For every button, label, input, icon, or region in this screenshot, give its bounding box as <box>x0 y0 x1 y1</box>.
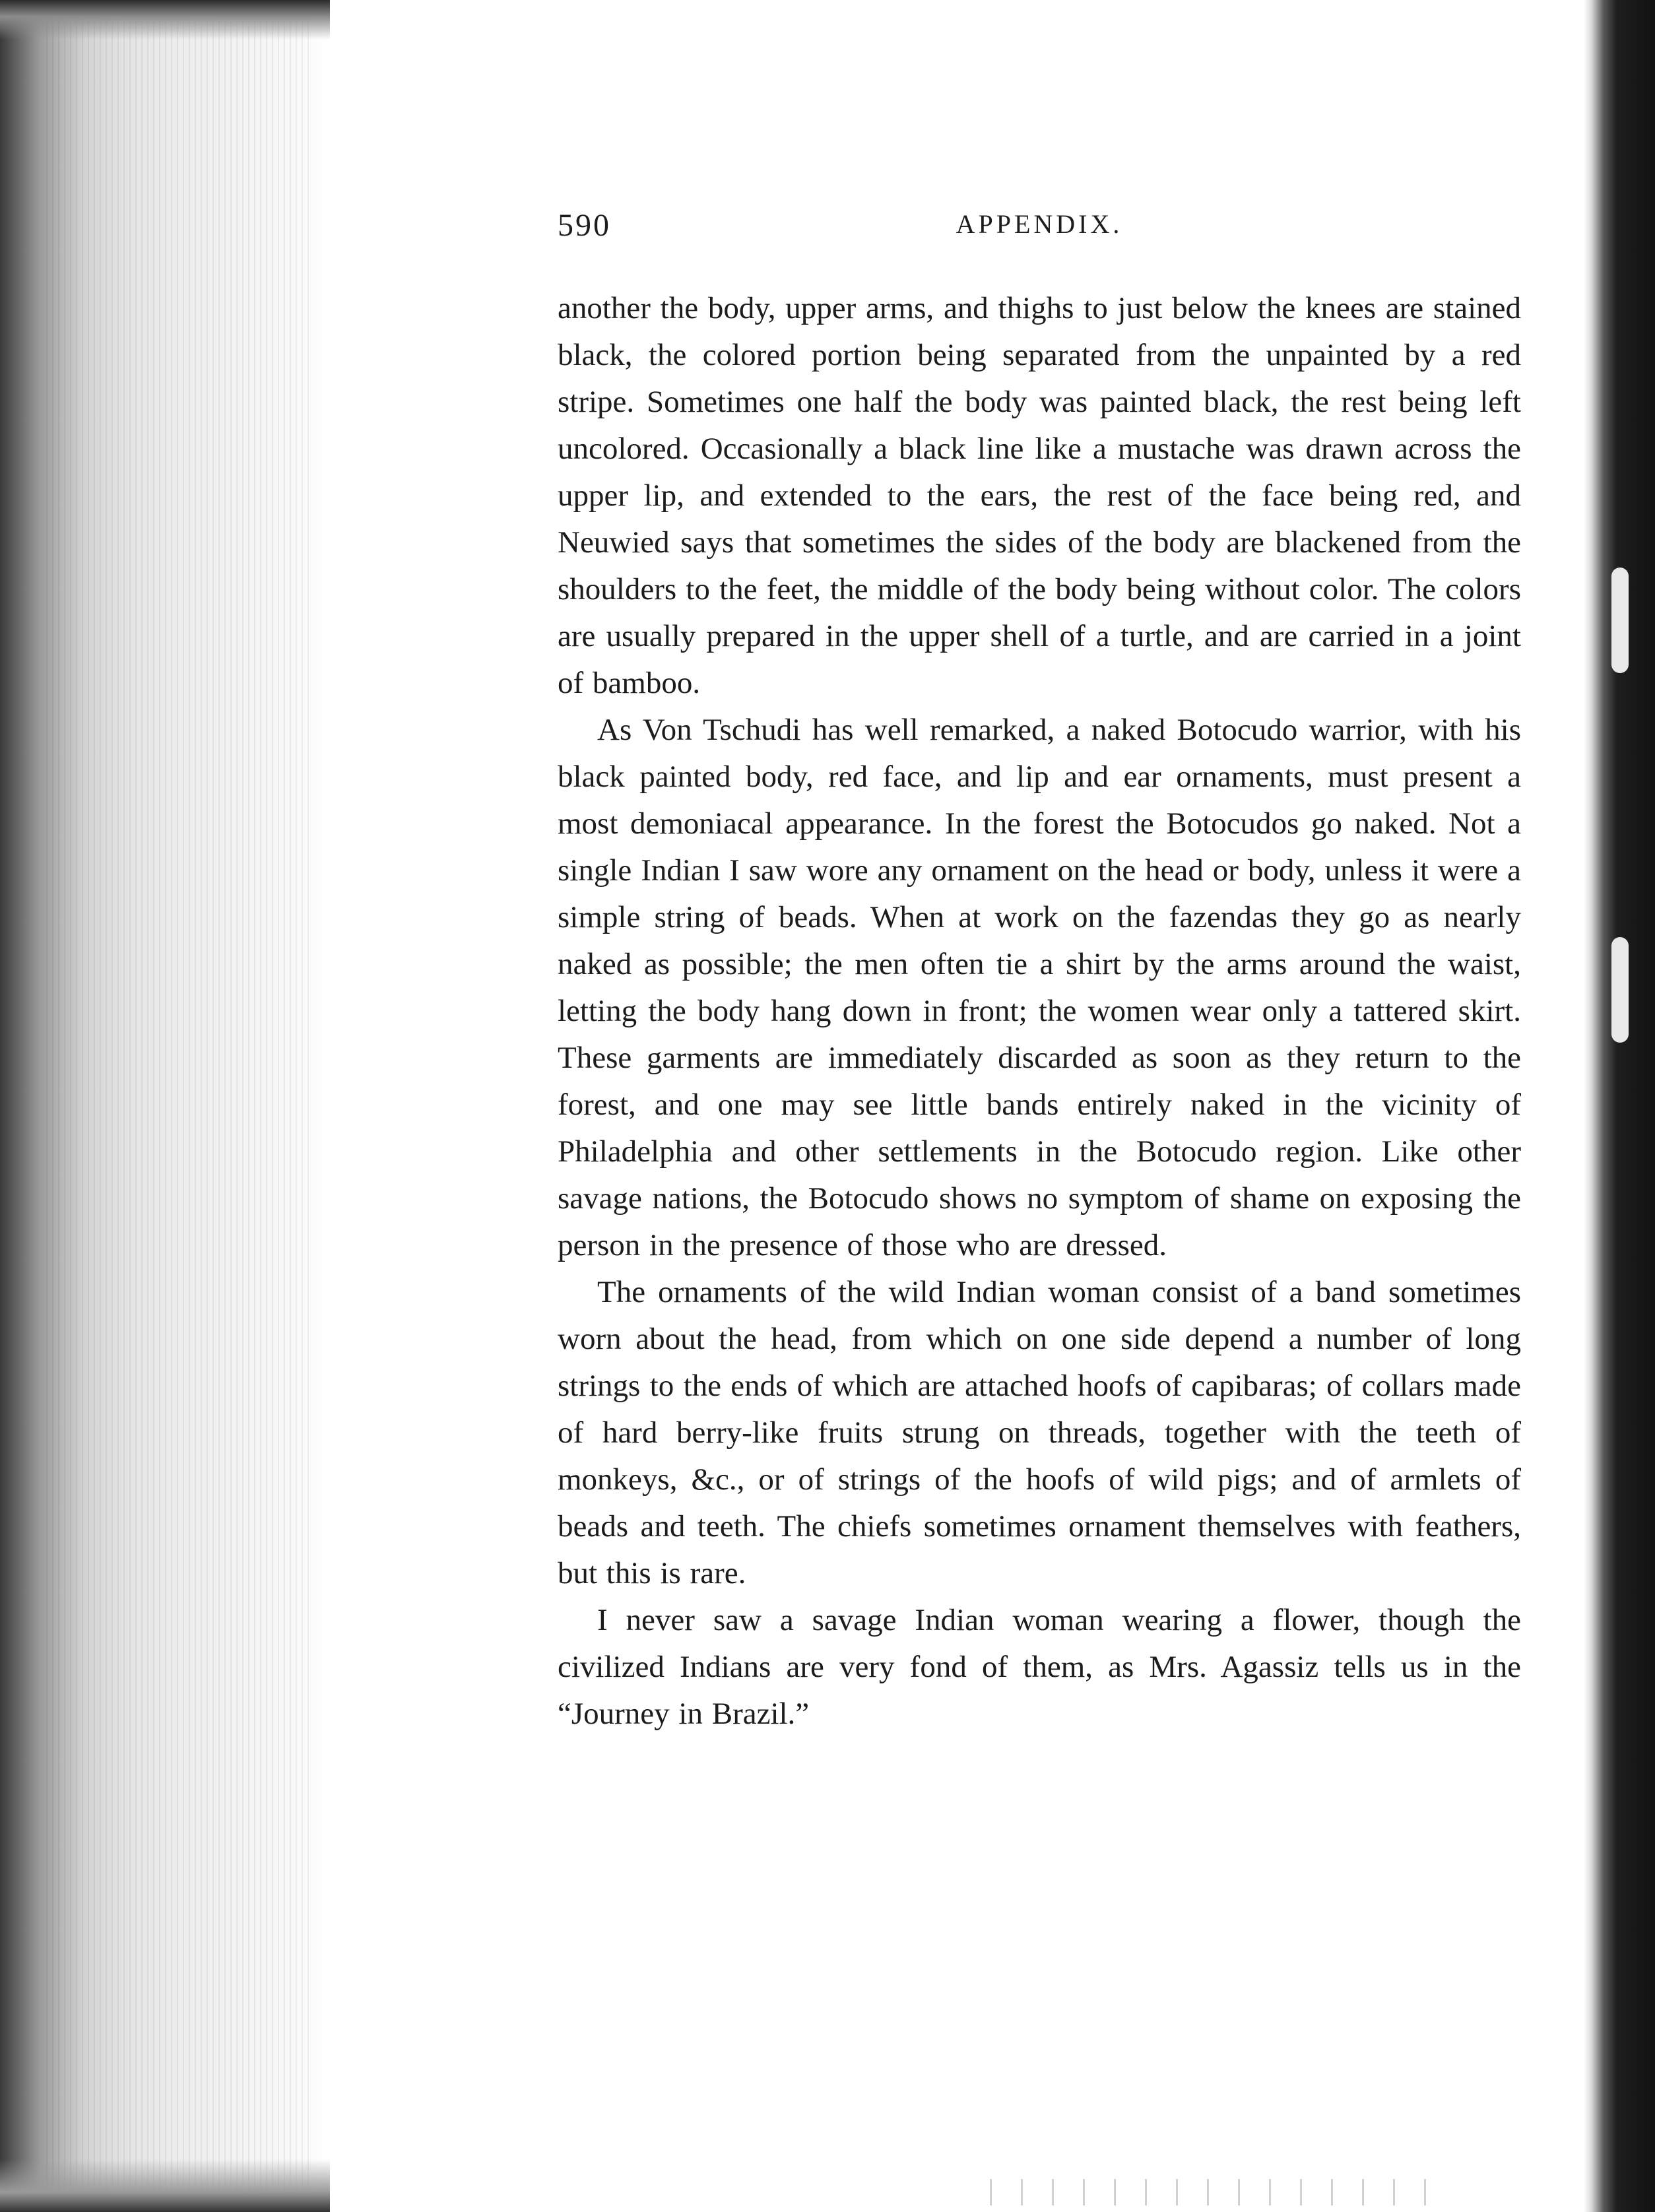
scan-specks <box>990 2179 1452 2205</box>
paragraph: another the body, upper arms, and thighs to just below the knees are stained black, the colored portion being separated from the unpainted by a red stripe. Sometimes one half the body was painted black, the rest being left uncolored. Occasionally a black line like a mustache was drawn across the upper lip, and extended to the ears, the rest of the face being red, and Neuwied says that sometimes the sides of the body are blackened from the shoulders to the feet, the middle of the body being without color. The colors are usually prepared in the upper shell of a turtle, and are carried in a joint of bamboo. <box>558 291 1521 700</box>
running-head <box>558 198 1521 251</box>
binding-notch <box>1611 937 1629 1043</box>
paragraph: I never saw a savage Indian woman wearing a flower, though the civilized Indians are very fond of them, as Mrs. Agassiz tells us in the “Journey in Brazil.” <box>558 1603 1521 1731</box>
binding-notch <box>1611 568 1629 673</box>
page-edge-shadow-top <box>0 0 330 40</box>
page-edge-shadow-bottom <box>0 2159 330 2212</box>
paragraph: The ornaments of the wild Indian woman consist of a band sometimes worn about the head, from which on one side depend a number of long strings to the ends of which are attached hoofs of capibaras; of collars made of hard berry-like fruits strung on threads, together with the teeth of monkeys, &c., or of strings of the hoofs of wild pigs; and of armlets of beads and teeth. The chiefs sometimes ornament themselves with feathers, but this is rare. <box>558 1275 1521 1590</box>
binding-edge <box>1584 0 1655 2212</box>
page-edge-lines <box>46 0 310 2212</box>
page-content <box>558 198 1521 1738</box>
paragraph: As Von Tschudi has well remarked, a naked Botocudo warrior, with his black painted body, red face, and lip and ear ornaments, must present a most demoniacal appearance. In the forest the Botocudos go naked. Not a single Indian I saw wore any ornament on the head or body, unless it were a simple string of beads. When at work on the fazendas they go as nearly naked as possible; the men often tie a shirt by the arms around the waist, letting the body hang down in front; the women wear only a tattered skirt. These garments are immediately discarded as soon as they return to the forest, and one may see little bands entirely naked in the vicinity of Philadelphia and other settlements in the Botocudo region. Like other savage nations, the Botocudo shows no symptom of shame on exposing the person in the presence of those who are dressed. <box>558 713 1521 1262</box>
running-head-title: APPENDIX. <box>956 209 1123 239</box>
page-number: 590 <box>558 208 611 243</box>
body-text <box>558 285 1521 1738</box>
